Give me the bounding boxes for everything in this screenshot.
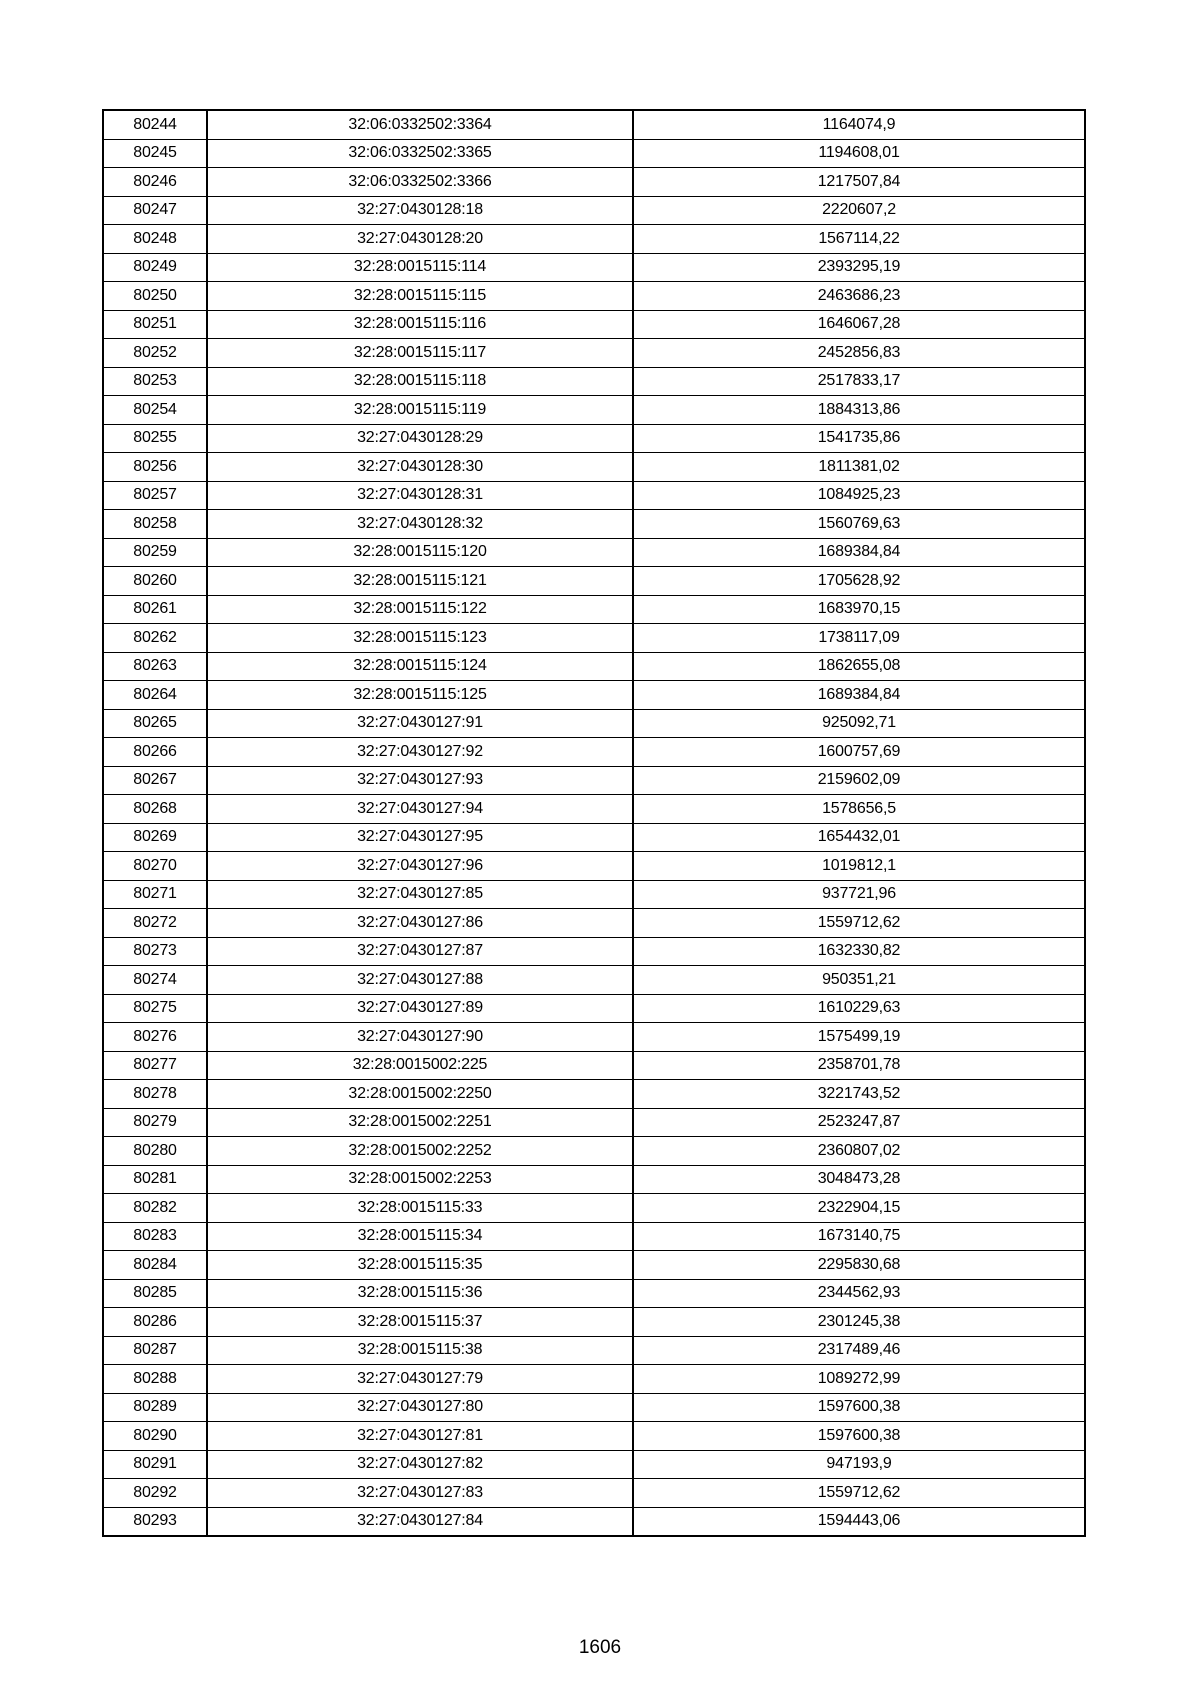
table-row bbox=[103, 310, 1085, 339]
cadastral-value-cell: 2317489,46 bbox=[633, 1336, 1085, 1365]
cadastral-value-cell: 2517833,17 bbox=[633, 367, 1085, 396]
row-number-cell: 80284 bbox=[103, 1251, 207, 1280]
row-number-cell: 80291 bbox=[103, 1450, 207, 1479]
table-row bbox=[103, 1051, 1085, 1080]
cadastral-value-cell: 1575499,19 bbox=[633, 1023, 1085, 1052]
table-row bbox=[103, 168, 1085, 197]
cadastral-number-cell: 32:27:0430127:85 bbox=[207, 880, 633, 909]
table-row bbox=[103, 1080, 1085, 1109]
table-row bbox=[103, 110, 1085, 139]
cadastral-value-cell: 1217507,84 bbox=[633, 168, 1085, 197]
cadastral-value-cell: 1019812,1 bbox=[633, 852, 1085, 881]
cadastral-number-cell: 32:28:0015115:124 bbox=[207, 652, 633, 681]
table-row bbox=[103, 852, 1085, 881]
row-number-cell: 80281 bbox=[103, 1165, 207, 1194]
cadastral-value-cell: 1560769,63 bbox=[633, 510, 1085, 539]
cadastral-value-cell: 1705628,92 bbox=[633, 567, 1085, 596]
table-row bbox=[103, 424, 1085, 453]
row-number-cell: 80252 bbox=[103, 339, 207, 368]
row-number-cell: 80289 bbox=[103, 1393, 207, 1422]
cadastral-value-cell: 1683970,15 bbox=[633, 595, 1085, 624]
cadastral-number-cell: 32:27:0430127:94 bbox=[207, 795, 633, 824]
cadastral-number-cell: 32:28:0015002:2253 bbox=[207, 1165, 633, 1194]
table-row bbox=[103, 595, 1085, 624]
table-row bbox=[103, 795, 1085, 824]
table-row bbox=[103, 538, 1085, 567]
row-number-cell: 80285 bbox=[103, 1279, 207, 1308]
table-row bbox=[103, 994, 1085, 1023]
cadastral-number-cell: 32:27:0430127:89 bbox=[207, 994, 633, 1023]
cadastral-number-cell: 32:27:0430127:91 bbox=[207, 709, 633, 738]
cadastral-value-cell: 1689384,84 bbox=[633, 681, 1085, 710]
table-row bbox=[103, 253, 1085, 282]
cadastral-value-cell: 1600757,69 bbox=[633, 738, 1085, 767]
table-row bbox=[103, 1194, 1085, 1223]
cadastral-number-cell: 32:27:0430127:79 bbox=[207, 1365, 633, 1394]
cadastral-number-cell: 32:27:0430128:20 bbox=[207, 225, 633, 254]
cadastral-number-cell: 32:28:0015115:37 bbox=[207, 1308, 633, 1337]
table-row bbox=[103, 1422, 1085, 1451]
cadastral-value-cell: 1632330,82 bbox=[633, 937, 1085, 966]
row-number-cell: 80255 bbox=[103, 424, 207, 453]
cadastral-table-container bbox=[102, 109, 1084, 1537]
row-number-cell: 80248 bbox=[103, 225, 207, 254]
cadastral-value-cell: 937721,96 bbox=[633, 880, 1085, 909]
table-row bbox=[103, 481, 1085, 510]
row-number-cell: 80261 bbox=[103, 595, 207, 624]
table-row bbox=[103, 1393, 1085, 1422]
cadastral-value-cell: 1559712,62 bbox=[633, 909, 1085, 938]
row-number-cell: 80268 bbox=[103, 795, 207, 824]
row-number-cell: 80272 bbox=[103, 909, 207, 938]
row-number-cell: 80251 bbox=[103, 310, 207, 339]
row-number-cell: 80274 bbox=[103, 966, 207, 995]
cadastral-value-cell: 1559712,62 bbox=[633, 1479, 1085, 1508]
row-number-cell: 80279 bbox=[103, 1108, 207, 1137]
cadastral-number-cell: 32:28:0015115:116 bbox=[207, 310, 633, 339]
cadastral-number-cell: 32:27:0430128:18 bbox=[207, 196, 633, 225]
row-number-cell: 80275 bbox=[103, 994, 207, 1023]
cadastral-number-cell: 32:28:0015002:2252 bbox=[207, 1137, 633, 1166]
table-row bbox=[103, 1365, 1085, 1394]
table-row bbox=[103, 1023, 1085, 1052]
row-number-cell: 80259 bbox=[103, 538, 207, 567]
row-number-cell: 80263 bbox=[103, 652, 207, 681]
cadastral-value-cell: 1597600,38 bbox=[633, 1393, 1085, 1422]
table-row bbox=[103, 1308, 1085, 1337]
cadastral-value-cell: 3221743,52 bbox=[633, 1080, 1085, 1109]
row-number-cell: 80257 bbox=[103, 481, 207, 510]
cadastral-number-cell: 32:06:0332502:3365 bbox=[207, 139, 633, 168]
table-row bbox=[103, 1165, 1085, 1194]
cadastral-number-cell: 32:27:0430127:87 bbox=[207, 937, 633, 966]
table-row bbox=[103, 880, 1085, 909]
row-number-cell: 80260 bbox=[103, 567, 207, 596]
table-row bbox=[103, 196, 1085, 225]
row-number-cell: 80276 bbox=[103, 1023, 207, 1052]
cadastral-value-cell: 2220607,2 bbox=[633, 196, 1085, 225]
table-row bbox=[103, 1137, 1085, 1166]
table-row bbox=[103, 1222, 1085, 1251]
cadastral-number-cell: 32:27:0430127:92 bbox=[207, 738, 633, 767]
cadastral-number-cell: 32:28:0015002:2251 bbox=[207, 1108, 633, 1137]
cadastral-number-cell: 32:27:0430127:88 bbox=[207, 966, 633, 995]
table-row bbox=[103, 1479, 1085, 1508]
cadastral-number-cell: 32:28:0015115:34 bbox=[207, 1222, 633, 1251]
cadastral-number-cell: 32:28:0015115:35 bbox=[207, 1251, 633, 1280]
table-row bbox=[103, 709, 1085, 738]
cadastral-value-table bbox=[102, 109, 1086, 1537]
cadastral-number-cell: 32:28:0015002:2250 bbox=[207, 1080, 633, 1109]
cadastral-number-cell: 32:28:0015115:118 bbox=[207, 367, 633, 396]
cadastral-value-cell: 2301245,38 bbox=[633, 1308, 1085, 1337]
row-number-cell: 80283 bbox=[103, 1222, 207, 1251]
cadastral-number-cell: 32:28:0015115:122 bbox=[207, 595, 633, 624]
table-row bbox=[103, 909, 1085, 938]
cadastral-number-cell: 32:27:0430127:82 bbox=[207, 1450, 633, 1479]
row-number-cell: 80277 bbox=[103, 1051, 207, 1080]
cadastral-number-cell: 32:27:0430127:84 bbox=[207, 1507, 633, 1536]
row-number-cell: 80273 bbox=[103, 937, 207, 966]
table-row bbox=[103, 453, 1085, 482]
row-number-cell: 80249 bbox=[103, 253, 207, 282]
row-number-cell: 80262 bbox=[103, 624, 207, 653]
row-number-cell: 80271 bbox=[103, 880, 207, 909]
table-row bbox=[103, 1336, 1085, 1365]
cadastral-value-cell: 2322904,15 bbox=[633, 1194, 1085, 1223]
table-row bbox=[103, 139, 1085, 168]
cadastral-number-cell: 32:28:0015115:121 bbox=[207, 567, 633, 596]
cadastral-number-cell: 32:27:0430128:31 bbox=[207, 481, 633, 510]
table-row bbox=[103, 681, 1085, 710]
cadastral-value-cell: 1541735,86 bbox=[633, 424, 1085, 453]
row-number-cell: 80250 bbox=[103, 282, 207, 311]
table-row bbox=[103, 1279, 1085, 1308]
cadastral-value-cell: 1578656,5 bbox=[633, 795, 1085, 824]
row-number-cell: 80282 bbox=[103, 1194, 207, 1223]
cadastral-number-cell: 32:28:0015115:33 bbox=[207, 1194, 633, 1223]
row-number-cell: 80247 bbox=[103, 196, 207, 225]
table-body bbox=[103, 110, 1085, 1536]
table-row bbox=[103, 1450, 1085, 1479]
table-row bbox=[103, 652, 1085, 681]
cadastral-value-cell: 1646067,28 bbox=[633, 310, 1085, 339]
cadastral-value-cell: 1194608,01 bbox=[633, 139, 1085, 168]
cadastral-number-cell: 32:28:0015115:120 bbox=[207, 538, 633, 567]
table-row bbox=[103, 823, 1085, 852]
cadastral-number-cell: 32:27:0430127:80 bbox=[207, 1393, 633, 1422]
table-row bbox=[103, 510, 1085, 539]
row-number-cell: 80246 bbox=[103, 168, 207, 197]
cadastral-value-cell: 3048473,28 bbox=[633, 1165, 1085, 1194]
row-number-cell: 80278 bbox=[103, 1080, 207, 1109]
row-number-cell: 80253 bbox=[103, 367, 207, 396]
cadastral-value-cell: 1567114,22 bbox=[633, 225, 1085, 254]
cadastral-value-cell: 1689384,84 bbox=[633, 538, 1085, 567]
row-number-cell: 80244 bbox=[103, 110, 207, 139]
cadastral-value-cell: 2358701,78 bbox=[633, 1051, 1085, 1080]
cadastral-value-cell: 1738117,09 bbox=[633, 624, 1085, 653]
row-number-cell: 80280 bbox=[103, 1137, 207, 1166]
cadastral-number-cell: 32:27:0430127:90 bbox=[207, 1023, 633, 1052]
cadastral-number-cell: 32:27:0430127:96 bbox=[207, 852, 633, 881]
row-number-cell: 80292 bbox=[103, 1479, 207, 1508]
table-row bbox=[103, 738, 1085, 767]
row-number-cell: 80288 bbox=[103, 1365, 207, 1394]
table-row bbox=[103, 225, 1085, 254]
cadastral-value-cell: 2463686,23 bbox=[633, 282, 1085, 311]
cadastral-value-cell: 2159602,09 bbox=[633, 766, 1085, 795]
cadastral-value-cell: 1862655,08 bbox=[633, 652, 1085, 681]
cadastral-number-cell: 32:28:0015002:225 bbox=[207, 1051, 633, 1080]
table-row bbox=[103, 339, 1085, 368]
cadastral-number-cell: 32:27:0430128:32 bbox=[207, 510, 633, 539]
row-number-cell: 80267 bbox=[103, 766, 207, 795]
cadastral-number-cell: 32:27:0430127:93 bbox=[207, 766, 633, 795]
table-row bbox=[103, 567, 1085, 596]
row-number-cell: 80266 bbox=[103, 738, 207, 767]
cadastral-number-cell: 32:28:0015115:125 bbox=[207, 681, 633, 710]
cadastral-value-cell: 2393295,19 bbox=[633, 253, 1085, 282]
cadastral-value-cell: 947193,9 bbox=[633, 1450, 1085, 1479]
cadastral-value-cell: 1164074,9 bbox=[633, 110, 1085, 139]
row-number-cell: 80254 bbox=[103, 396, 207, 425]
row-number-cell: 80270 bbox=[103, 852, 207, 881]
cadastral-value-cell: 1597600,38 bbox=[633, 1422, 1085, 1451]
cadastral-value-cell: 1811381,02 bbox=[633, 453, 1085, 482]
cadastral-number-cell: 32:27:0430127:81 bbox=[207, 1422, 633, 1451]
table-row bbox=[103, 766, 1085, 795]
table-row bbox=[103, 1251, 1085, 1280]
cadastral-number-cell: 32:27:0430128:29 bbox=[207, 424, 633, 453]
table-row bbox=[103, 624, 1085, 653]
row-number-cell: 80258 bbox=[103, 510, 207, 539]
table-row bbox=[103, 282, 1085, 311]
table-row bbox=[103, 966, 1085, 995]
cadastral-value-cell: 1654432,01 bbox=[633, 823, 1085, 852]
row-number-cell: 80265 bbox=[103, 709, 207, 738]
cadastral-number-cell: 32:28:0015115:114 bbox=[207, 253, 633, 282]
cadastral-value-cell: 950351,21 bbox=[633, 966, 1085, 995]
cadastral-value-cell: 2344562,93 bbox=[633, 1279, 1085, 1308]
cadastral-number-cell: 32:28:0015115:36 bbox=[207, 1279, 633, 1308]
row-number-cell: 80287 bbox=[103, 1336, 207, 1365]
cadastral-value-cell: 1089272,99 bbox=[633, 1365, 1085, 1394]
table-row bbox=[103, 396, 1085, 425]
page-number: 1606 bbox=[578, 1637, 622, 1658]
cadastral-number-cell: 32:28:0015115:123 bbox=[207, 624, 633, 653]
cadastral-value-cell: 1884313,86 bbox=[633, 396, 1085, 425]
cadastral-value-cell: 925092,71 bbox=[633, 709, 1085, 738]
cadastral-number-cell: 32:27:0430127:86 bbox=[207, 909, 633, 938]
row-number-cell: 80269 bbox=[103, 823, 207, 852]
cadastral-value-cell: 2295830,68 bbox=[633, 1251, 1085, 1280]
table-row bbox=[103, 937, 1085, 966]
cadastral-value-cell: 2523247,87 bbox=[633, 1108, 1085, 1137]
cadastral-number-cell: 32:27:0430127:83 bbox=[207, 1479, 633, 1508]
cadastral-value-cell: 1594443,06 bbox=[633, 1507, 1085, 1536]
cadastral-number-cell: 32:06:0332502:3366 bbox=[207, 168, 633, 197]
table-row bbox=[103, 1507, 1085, 1536]
row-number-cell: 80264 bbox=[103, 681, 207, 710]
cadastral-number-cell: 32:06:0332502:3364 bbox=[207, 110, 633, 139]
cadastral-value-cell: 2452856,83 bbox=[633, 339, 1085, 368]
cadastral-number-cell: 32:28:0015115:119 bbox=[207, 396, 633, 425]
row-number-cell: 80245 bbox=[103, 139, 207, 168]
row-number-cell: 80256 bbox=[103, 453, 207, 482]
cadastral-number-cell: 32:27:0430128:30 bbox=[207, 453, 633, 482]
cadastral-value-cell: 1084925,23 bbox=[633, 481, 1085, 510]
cadastral-number-cell: 32:28:0015115:115 bbox=[207, 282, 633, 311]
cadastral-number-cell: 32:28:0015115:117 bbox=[207, 339, 633, 368]
row-number-cell: 80293 bbox=[103, 1507, 207, 1536]
cadastral-value-cell: 1673140,75 bbox=[633, 1222, 1085, 1251]
table-row bbox=[103, 367, 1085, 396]
cadastral-number-cell: 32:27:0430127:95 bbox=[207, 823, 633, 852]
table-row bbox=[103, 1108, 1085, 1137]
cadastral-number-cell: 32:28:0015115:38 bbox=[207, 1336, 633, 1365]
cadastral-value-cell: 2360807,02 bbox=[633, 1137, 1085, 1166]
row-number-cell: 80286 bbox=[103, 1308, 207, 1337]
cadastral-value-cell: 1610229,63 bbox=[633, 994, 1085, 1023]
row-number-cell: 80290 bbox=[103, 1422, 207, 1451]
